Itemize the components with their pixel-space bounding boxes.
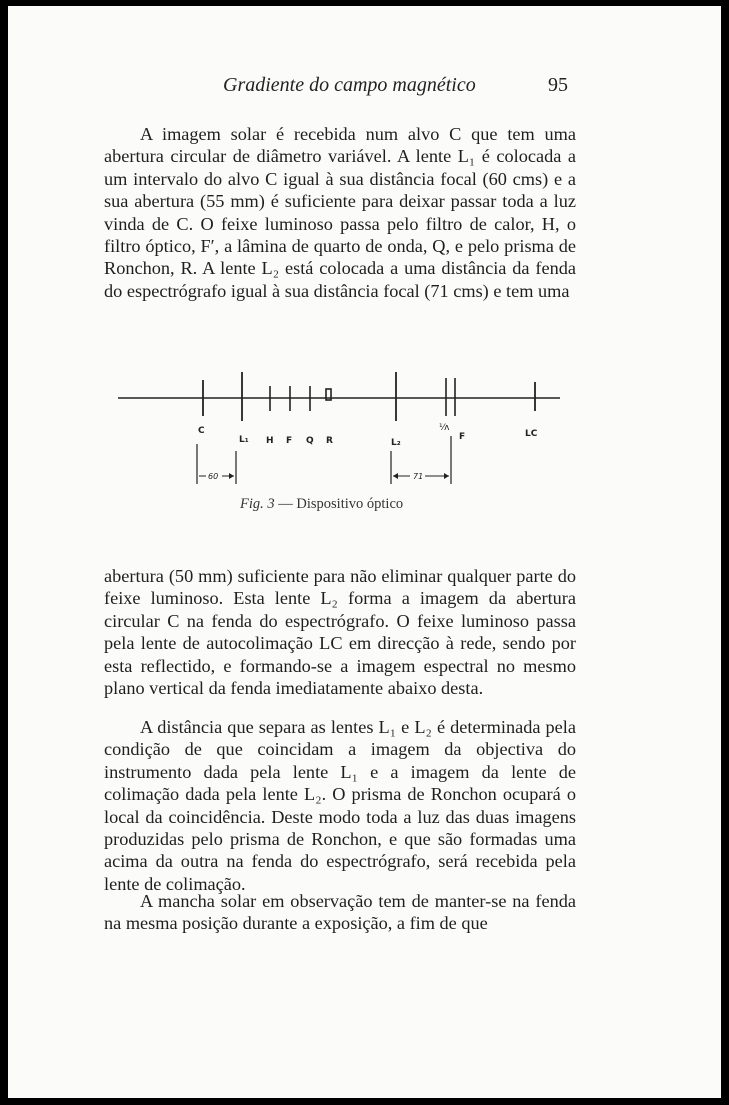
figure-caption	[240, 496, 540, 513]
label-l1: L₁	[239, 435, 249, 445]
optical-setup-diagram	[8, 6, 721, 526]
label-c: C	[198, 426, 205, 436]
paragraph-2: abertura (50 mm) suficiente para não eliminar qualquer parte do feixe luminoso. Esta lente L₂ forma a imagem da abertura circular C na fenda do espectrógrafo. O feixe luminoso passa pela lente de autocolimação LC em direcção à rede, sendo por esta reflectido, e formando-se a imagem espectral no mesmo plano vertical da fenda imediatamente abaixo desta.	[104, 566, 576, 699]
dimension-71-label: 71	[413, 472, 424, 481]
page-number: 95	[548, 74, 568, 96]
paragraph-1: A imagem solar é recebida num alvo C que tem uma abertura circular de diâmetro variável. A lente L₁ é colocada a um intervalo do alvo C igual à sua distância focal (60 cms) e a sua abertura (55 mm) é suficiente para deixar passar toda a luz vinda de C. O feixe luminoso passa pelo filtro de calor, H, o filtro óptico, F′, a lâmina de quarto de onda, Q, e pelo prisma de Ronchon, R. A lente L₂ está colocada a uma distância da fenda do espectrógrafo igual à sua distância focal (71 cms) e tem uma	[104, 124, 576, 301]
label-q: Q	[306, 436, 314, 446]
dimension-60-label: 60	[208, 472, 219, 481]
label-l2: L₂	[391, 438, 401, 448]
label-f: F	[286, 436, 293, 446]
running-title: Gradiente do campo magnético	[223, 74, 476, 96]
slit-glyph: ⅟ʌ	[439, 423, 450, 433]
figure-caption-label: Fig. 3	[240, 496, 275, 512]
paragraph-4: A mancha solar em observação tem de manter-se na fenda na mesma posição durante a exposição, a fim de que	[104, 891, 576, 934]
label-r: R	[326, 436, 333, 446]
label-f-slit: F	[459, 432, 466, 442]
book-page	[8, 6, 721, 1098]
label-h: H	[266, 436, 274, 446]
figure-caption-text: — Dispositivo óptico	[274, 496, 404, 512]
label-lc: LC	[525, 429, 538, 439]
paragraph-3: A distância que separa as lentes L₁ e L₂ é determinada pela condição de que coincidam a imagem da objectiva do instrumento dada pela lente L₁ e a imagem da lente de colimação dada pela lente L₂. O prisma de Ronchon ocupará o local da coincidência. Deste modo toda a luz das duas imagens produzidas pelo prisma de Ronchon, e que são formadas uma acima da outra na fenda do espectrógrafo, será recebida pela lente de colimação.	[104, 717, 576, 894]
